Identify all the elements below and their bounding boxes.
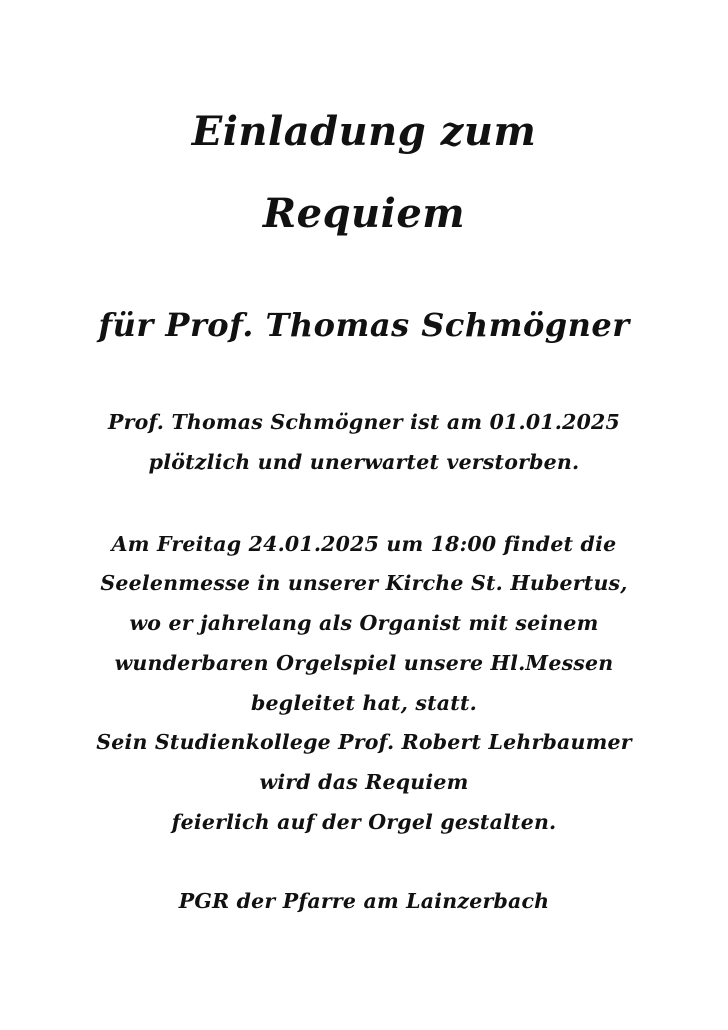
signature: PGR der Pfarre am Lainzerbach [178, 889, 550, 913]
details-line-2: Seelenmesse in unserer Kirche St. Hubertus, [100, 571, 628, 595]
announcement-line-1: Prof. Thomas Schmögner ist am 01.01.2025 [108, 410, 620, 434]
title-line-1: Einladung zum [191, 108, 537, 155]
details-line-3: wo er jahrelang als Organist mit seinem [129, 611, 599, 635]
details-line-6: Sein Studienkollege Prof. Robert Lehrbaumer [96, 730, 632, 754]
details-line-5: begleitet hat, statt. [251, 691, 477, 715]
details-line-1: Am Freitag 24.01.2025 um 18:00 findet die [111, 532, 617, 556]
title-line-2: Requiem [262, 190, 466, 237]
details-line-4: wunderbaren Orgelspiel unsere Hl.Messen [114, 651, 614, 675]
details-line-8: feierlich auf der Orgel gestalten. [171, 810, 557, 834]
details-line-7: wird das Requiem [259, 770, 469, 794]
announcement-line-2: plötzlich und unerwartet verstorben. [148, 450, 580, 474]
subtitle: für Prof. Thomas Schmögner [98, 306, 630, 344]
